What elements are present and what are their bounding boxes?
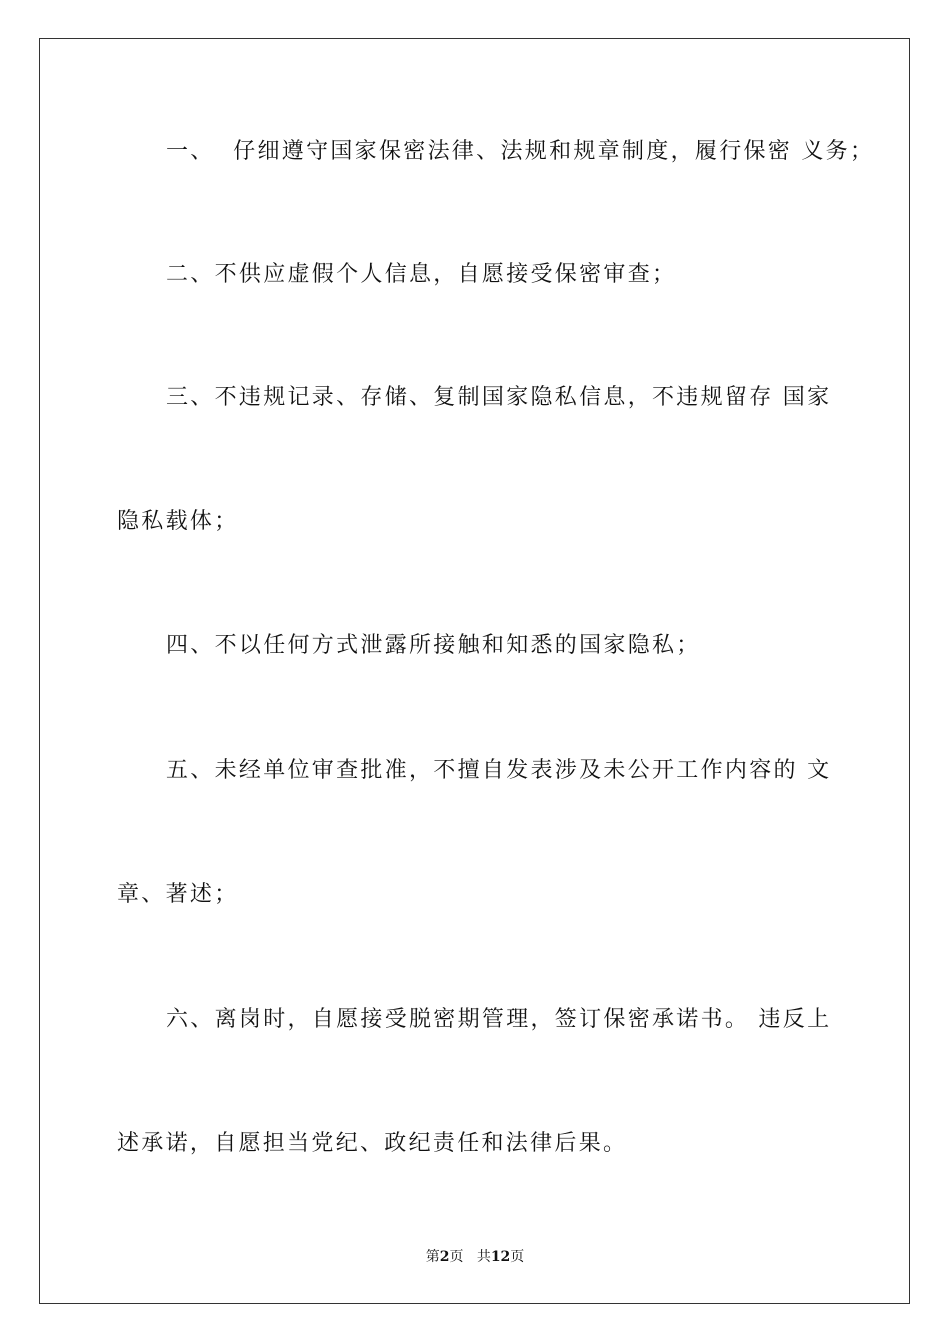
item-6-line: 六、离岗时，自愿接受脱密期管理，签订保密承诺书。 违反上: [166, 1007, 832, 1032]
item-6-continuation: 述承诺，自愿担当党纪、政纪责任和法律后果。: [117, 1131, 628, 1156]
page-border: [39, 38, 910, 1304]
item-2-line: 二、不供应虚假个人信息，自愿接受保密审查；: [166, 262, 677, 287]
item-5-continuation: 章、著述；: [117, 882, 239, 907]
page-suffix: 页: [449, 1249, 464, 1265]
page-prefix: 第: [425, 1249, 440, 1265]
item-3-continuation: 隐私载体；: [117, 509, 239, 534]
page-footer: [0, 1248, 950, 1266]
item-3-line: 三、不违规记录、存储、复制国家隐私信息，不违规留存 国家: [166, 385, 832, 410]
item-5-line: 五、未经单位审查批准，不擅自发表涉及未公开工作内容的 文: [166, 758, 832, 783]
total-prefix: 共: [476, 1249, 491, 1265]
item-4-line: 四、不以任何方式泄露所接触和知悉的国家隐私；: [166, 633, 701, 658]
item-1-line: 一、 仔细遵守国家保密法律、法规和规章制度，履行保密 义务；: [166, 139, 875, 164]
total-pages: 12: [490, 1249, 511, 1265]
total-suffix: 页: [510, 1249, 525, 1265]
page-number: 2: [439, 1249, 450, 1265]
